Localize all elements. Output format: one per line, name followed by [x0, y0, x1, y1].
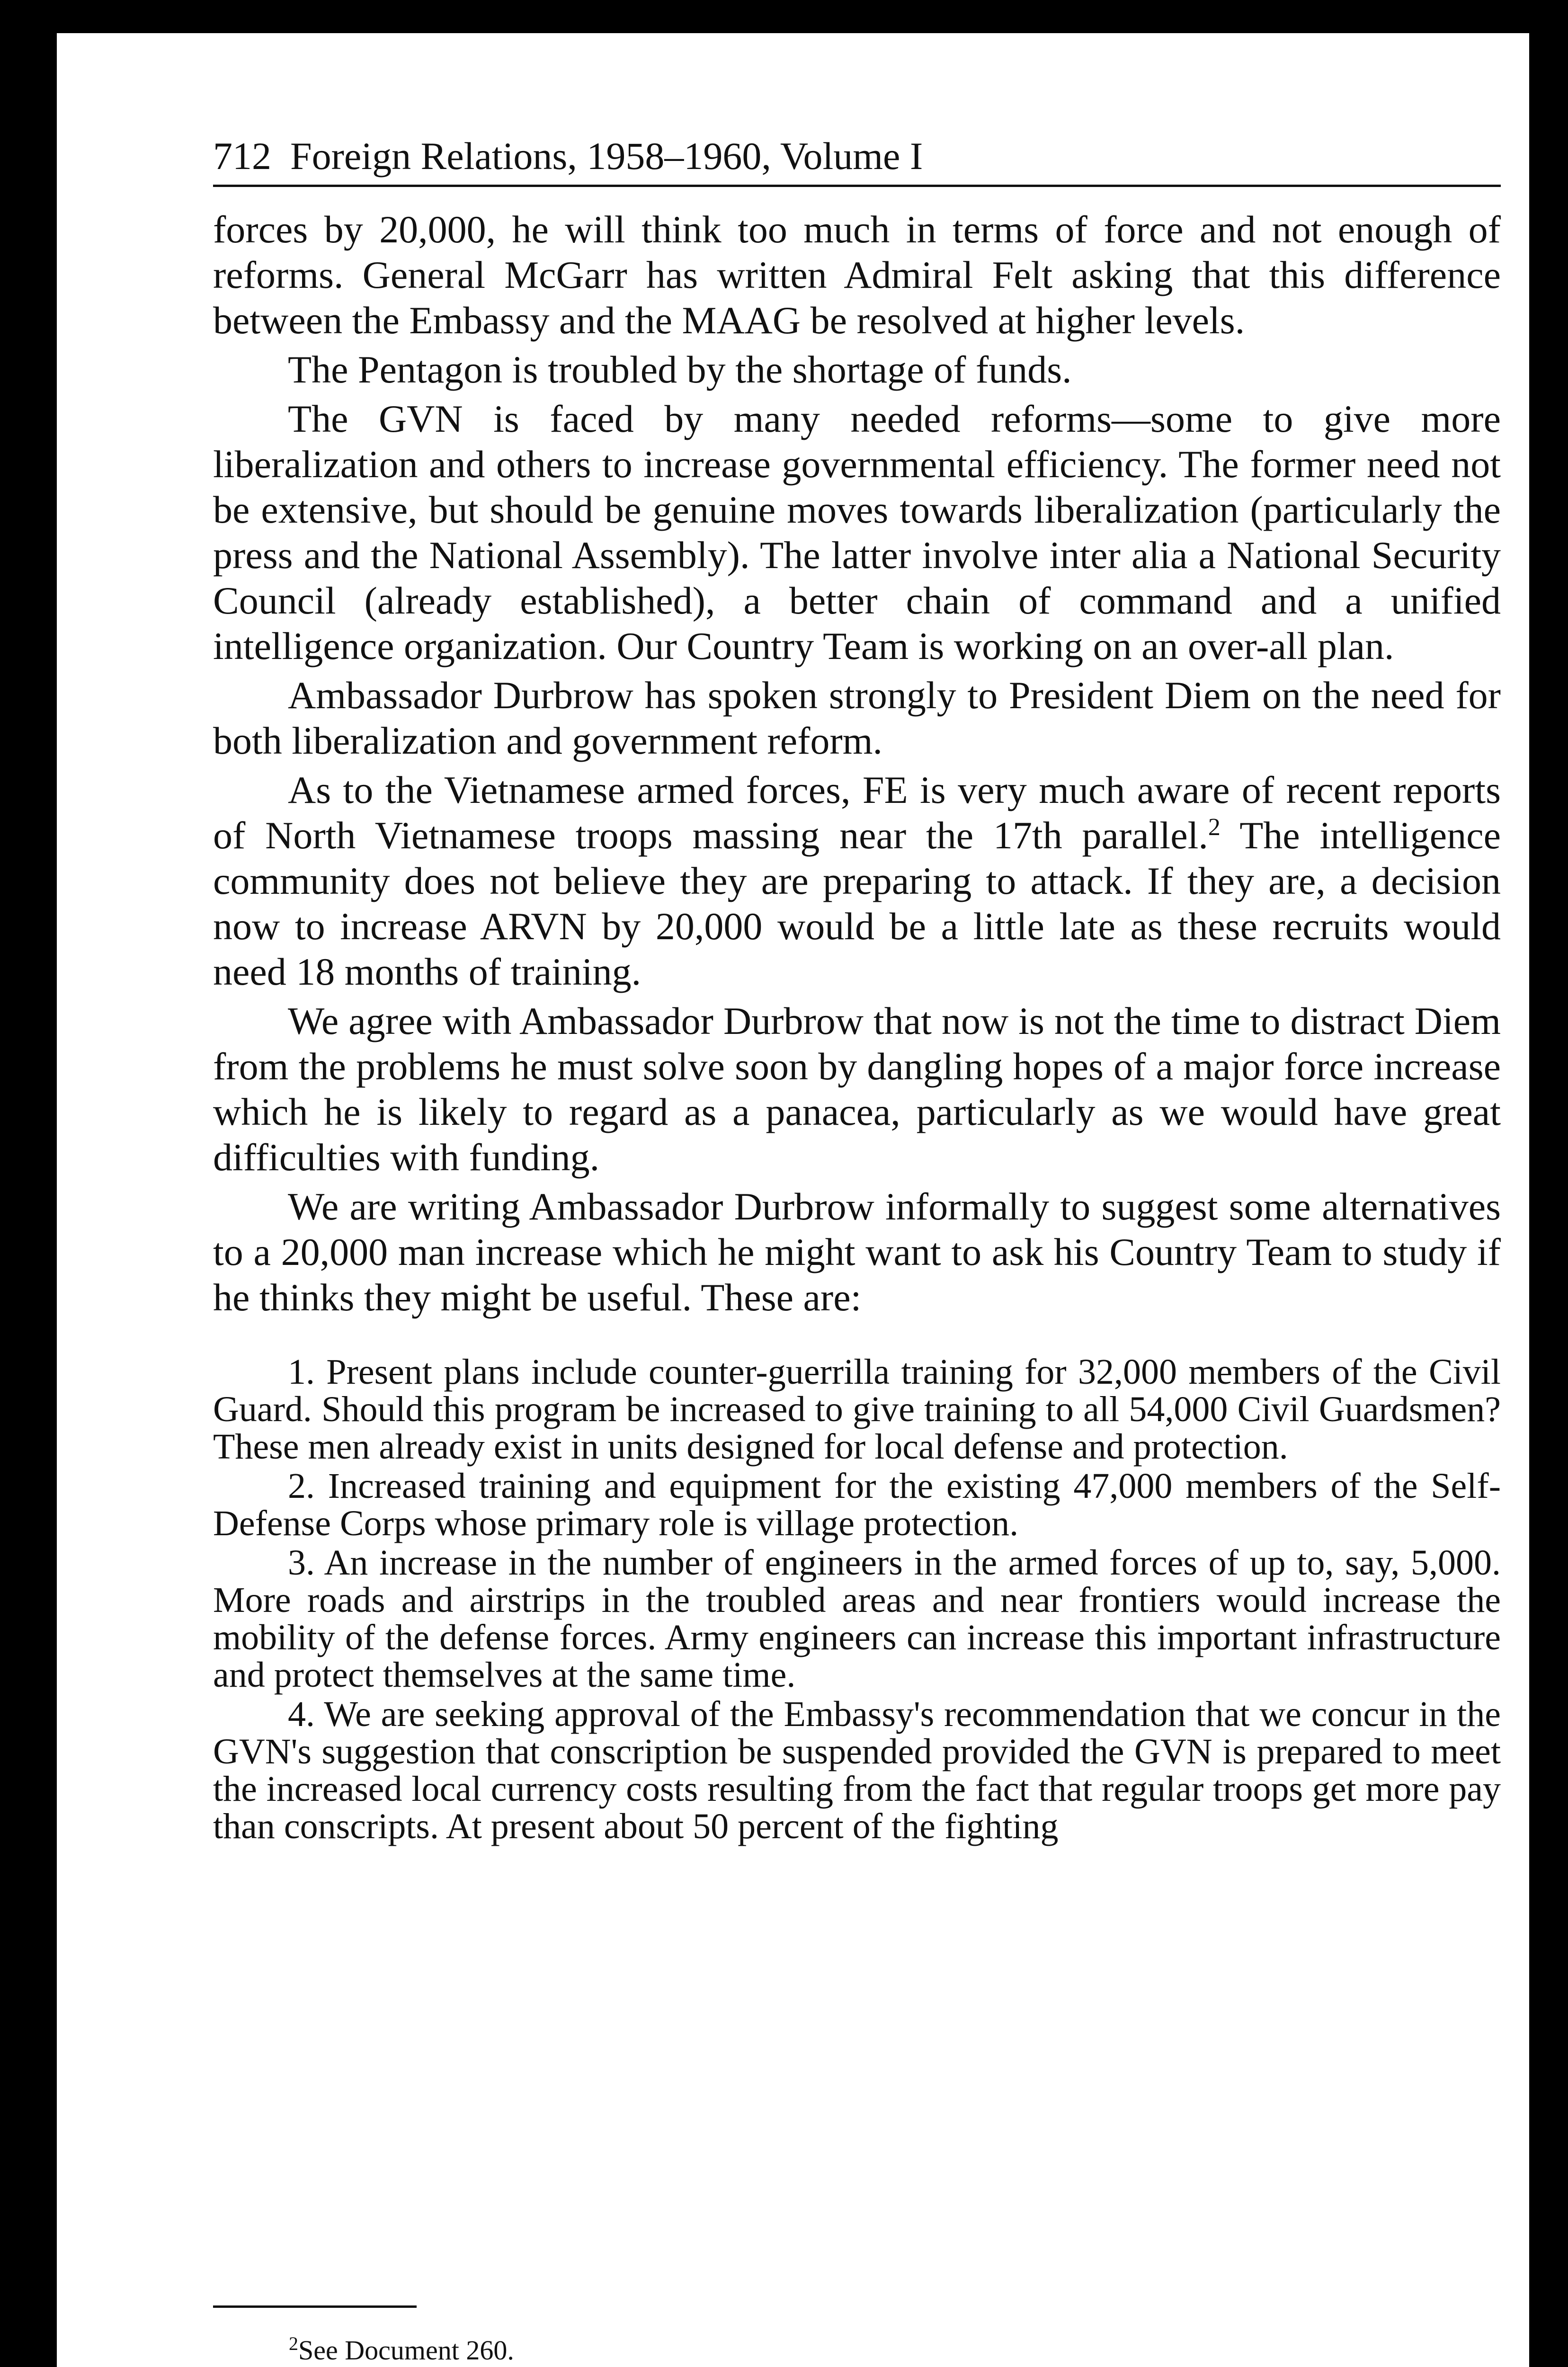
paragraph: We are writing Ambassador Durbrow informally to suggest some alternatives to a 20,000 man increase which he might want to ask his Country Team to study if he thinks they might be useful. These are: — [213, 1185, 1501, 1319]
list-item: 3. An increase in the number of engineers in the armed forces of up to, say, 5,000. More roads and airstrips in the troubled areas and near frontiers would increase the mobility of the defense forces. Army engineers can increase this important infrastructure and protect themselves at the same time. — [213, 1543, 1501, 1695]
footnote-mark: 2 — [289, 2333, 298, 2354]
paragraph-with-footnote-ref — [213, 767, 1501, 995]
paragraph: The Pentagon is troubled by the shortage of funds. — [288, 348, 1072, 391]
paragraph: We agree with Ambassador Durbrow that now is not the time to distract Diem from the problems he must solve soon by dangling hopes of a major force increase which he is likely to regard as a panacea, particularly as we would have great difficulties with funding. — [213, 999, 1501, 1179]
footnote-text: See Document 260. — [298, 2335, 514, 2366]
paragraph: The GVN is faced by many needed reforms—some to give more liberalization and others to increase governmental efficiency. The former need not be extensive, but should be genuine moves towards liberalization (particularly the press and the National Assembly). The latter involve inter alia a National Security Council (already established), a better chain of command and a unified intelligence organization. Our Country Team is working on an over-all plan. — [213, 397, 1501, 667]
running-title: Foreign Relations, 1958–1960, Volume I — [290, 134, 923, 178]
footnote-reference: 2 — [1208, 814, 1221, 841]
running-header — [213, 133, 1501, 187]
paragraph-text: The intelligence community does not believe they are preparing to attack. If they are, a decision now to increase ARVN by 20,000 would be a little late as these recruits would need 18 months of training. — [213, 814, 1501, 993]
page-number: 712 — [213, 134, 271, 178]
body-text — [213, 207, 1501, 1845]
footnote — [289, 2334, 514, 2367]
list-item: 4. We are seeking approval of the Embassy's recommendation that we concur in the GVN's suggestion that conscription be suspended provided the GVN is prepared to meet the increased local currency costs resulting from the fact that regular troops get more pay than conscripts. At present about 50 percent of the fighting — [213, 1694, 1501, 1846]
numbered-list — [213, 1353, 1501, 1845]
paragraph: Ambassador Durbrow has spoken strongly to President Diem on the need for both liberalization and government reform. — [213, 674, 1501, 762]
list-item: 2. Increased training and equipment for the existing 47,000 members of the Self-Defense Corps whose primary role is village protection. — [213, 1466, 1501, 1543]
paragraph: forces by 20,000, he will think too much in terms of force and not enough of reforms. General McGarr has written Admiral Felt asking that this difference between the Embassy and the MAAG be resolved at higher levels. — [213, 208, 1501, 342]
document-page — [57, 33, 1529, 2367]
page-content — [213, 133, 1501, 1847]
footnote-divider — [213, 2305, 417, 2308]
paragraph-text: As to the Vietnamese armed forces, FE is very much aware of recent reports of North Vietnamese troops massing near the 17th parallel. — [213, 768, 1501, 857]
list-item: 1. Present plans include counter-guerrilla training for 32,000 members of the Civil Guard. Should this program be increased to give training to all 54,000 Civil Guardsmen? These men already exist in units designed for local defense and protection. — [213, 1352, 1501, 1467]
